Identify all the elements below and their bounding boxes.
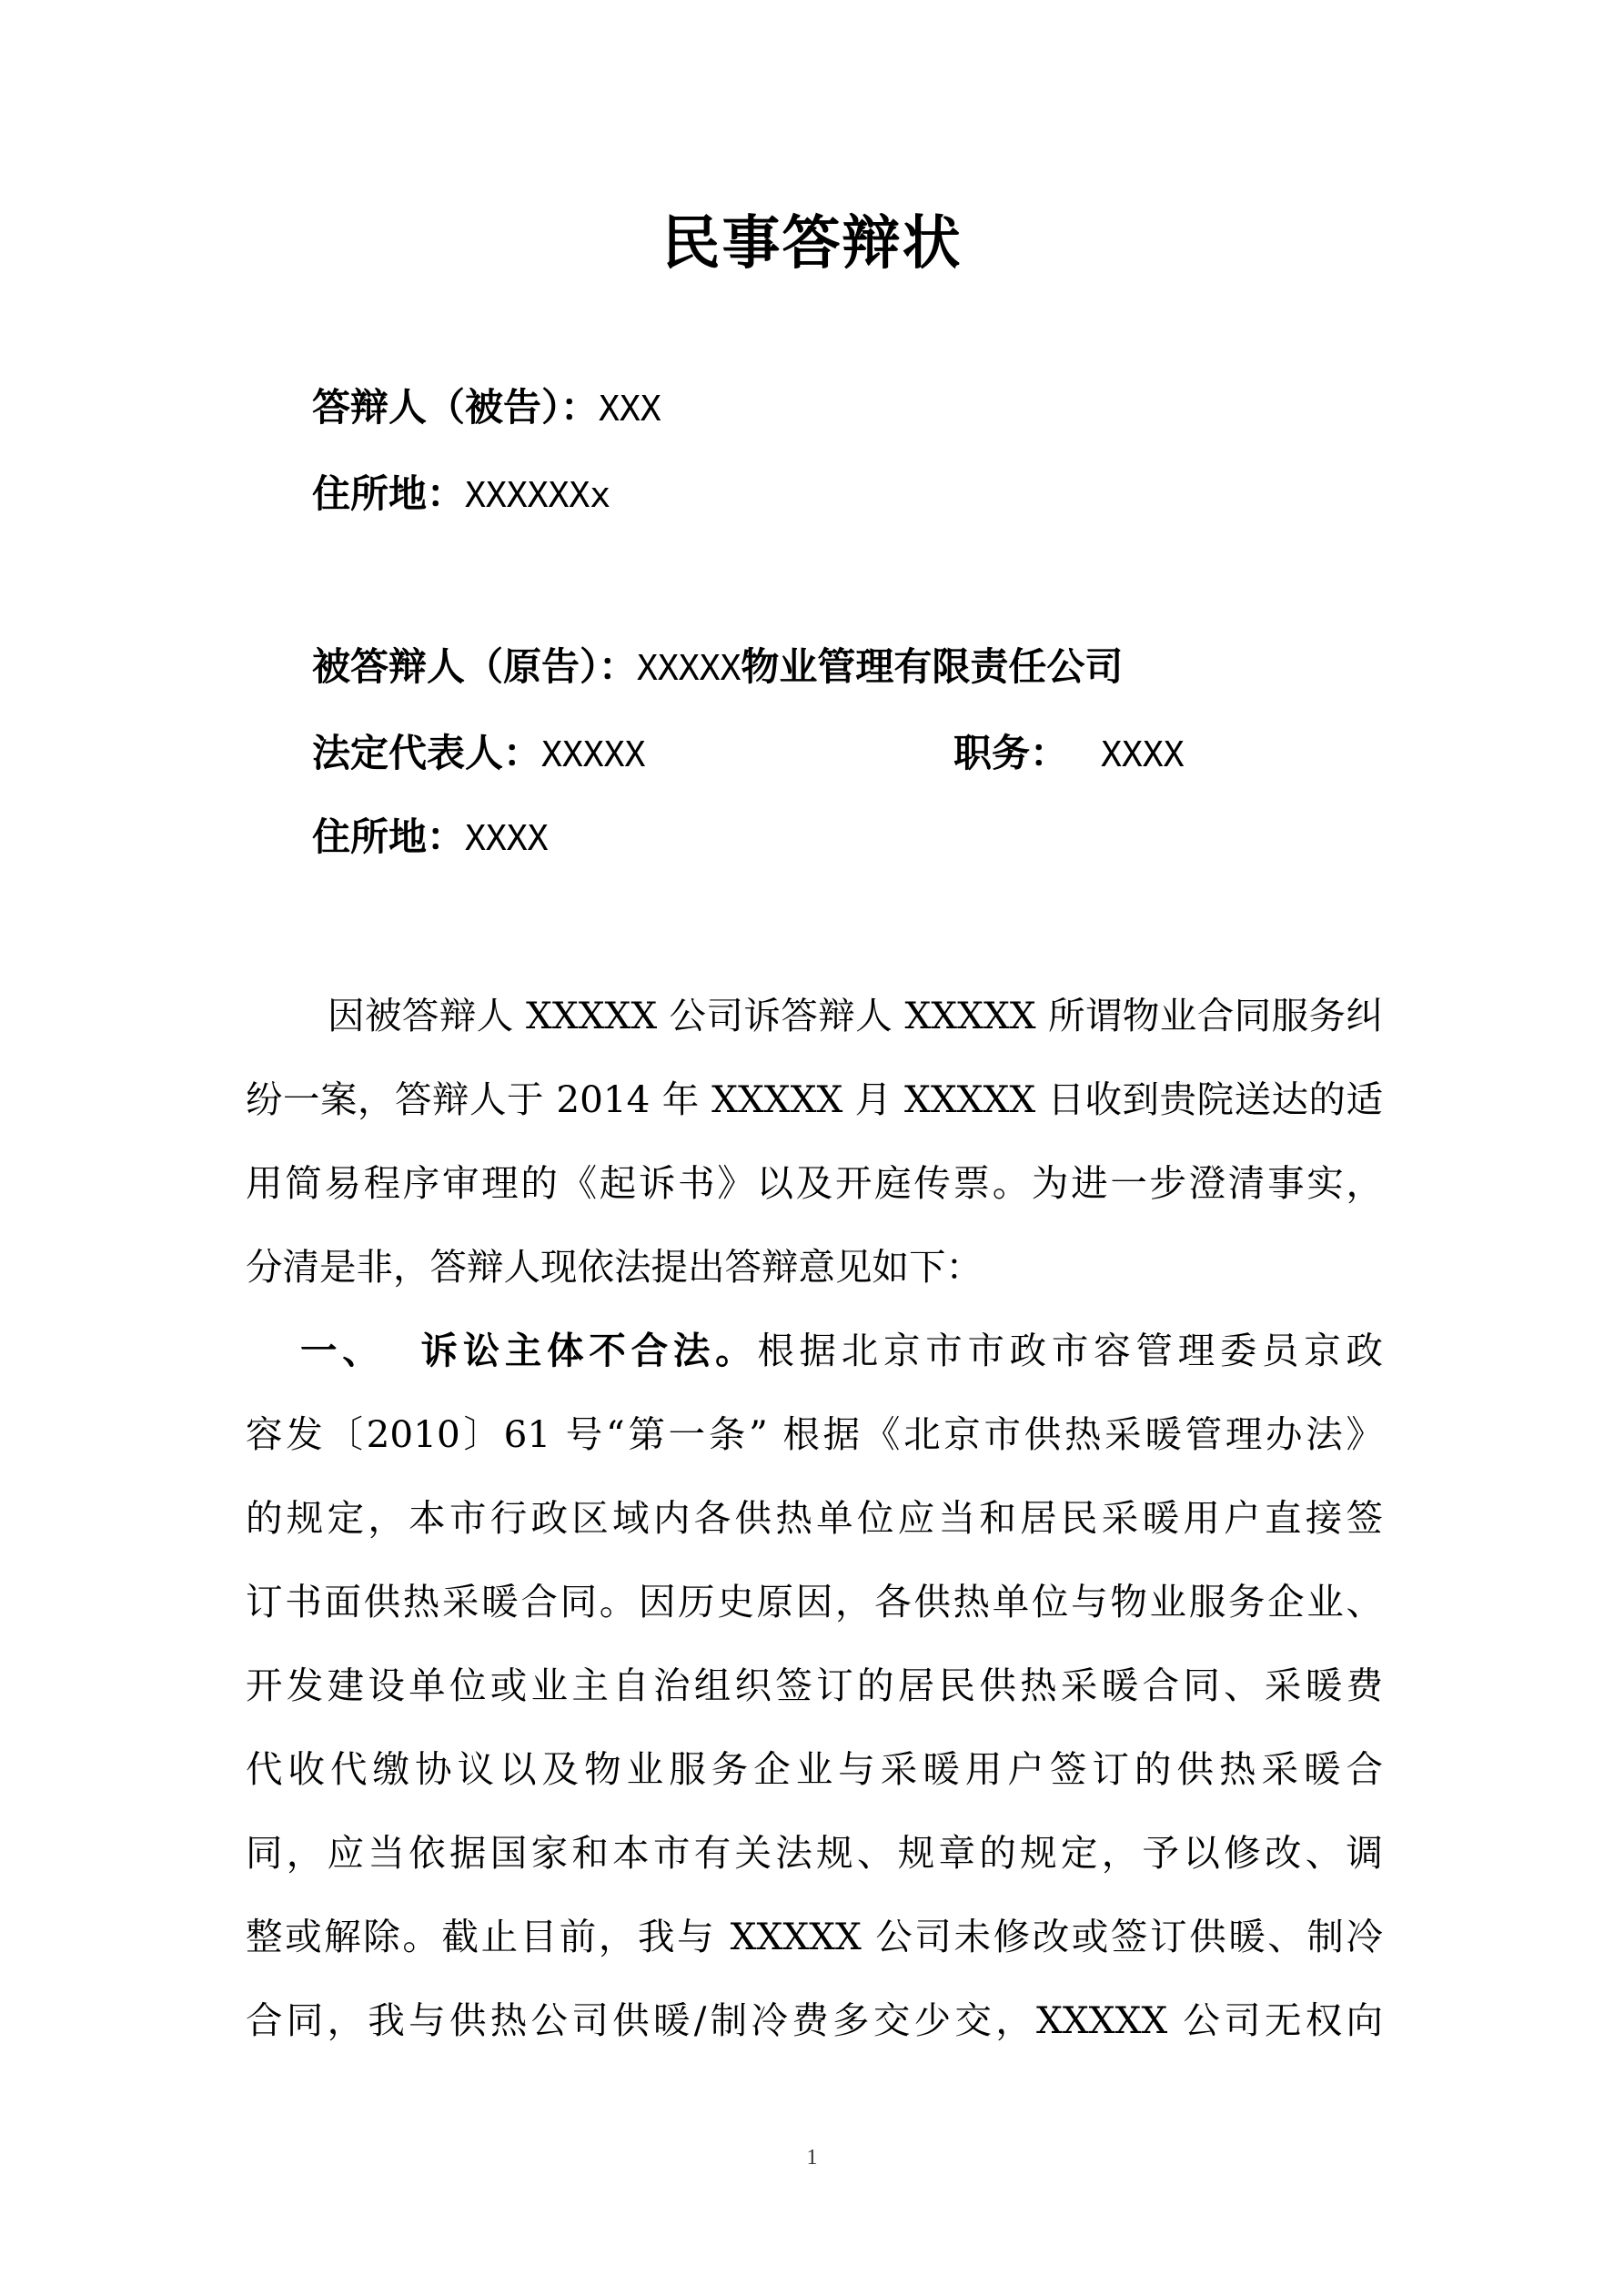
section-1-line: 订书面供热采暖合同。因历史原因，各供热单位与物业服务企业、 <box>246 1580 1383 1623</box>
intro-line: 分清是非，答辩人现依法提出答辩意见如下： <box>246 1245 983 1289</box>
plaintiff-position-line <box>953 728 1185 780</box>
plaintiff-rep-label: 法定代表人： <box>312 731 542 775</box>
plaintiff-line <box>312 642 1123 693</box>
intro-line: 用简易程序审理的《起诉书》以及开庭传票。为进一步澄清事实， <box>246 1161 1383 1205</box>
section-1-line: 整或解除。截止目前，我与 XXXXX 公司未修改或签订供暖、制冷 <box>246 1915 1383 1958</box>
section-1-heading: 诉讼主体不合法。 <box>420 1329 758 1372</box>
plaintiff-rep: XXXXX <box>541 734 646 774</box>
respondent-name: XXX <box>599 389 661 429</box>
respondent-address-line <box>312 469 610 521</box>
plaintiff-name: XXXXX <box>637 648 741 688</box>
section-1-line: 容发〔2010〕61 号“第一条” 根据《北京市供热采暖管理办法》 <box>246 1412 1383 1456</box>
plaintiff-rep-line <box>312 728 645 780</box>
page-number: 1 <box>806 2146 818 2170</box>
section-1-line: 开发建设单位或业主自治组织签订的居民供热采暖合同、采暖费 <box>246 1664 1383 1707</box>
intro-paragraph <box>246 974 1383 1309</box>
intro-line: 纷一案，答辩人于 2014 年 XXXXX 月 XXXXX 日收到贵院送达的适 <box>246 1077 1383 1121</box>
intro-line: 因被答辩人 XXXXX 公司诉答辩人 XXXXX 所谓物业合同服务纠 <box>328 994 1383 1037</box>
plaintiff-address: XXXX <box>465 818 549 858</box>
plaintiff-label: 被答辩人（原告）： <box>312 644 638 689</box>
plaintiff-address-label: 住所地： <box>312 814 466 859</box>
respondent-label: 答辩人（被告）： <box>312 385 600 430</box>
section-1-line: 合同，我与供热公司供暖/制冷费多交少交，XXXXX 公司无权向 <box>246 1998 1383 2042</box>
respondent-address-label: 住所地： <box>312 471 466 516</box>
section-1-line: 代收代缴协议以及物业服务企业与采暖用户签订的供热采暖合 <box>246 1747 1383 1791</box>
plaintiff-position-label: 职务： <box>953 731 1069 775</box>
respondent-line <box>312 382 661 434</box>
section-1-paragraph <box>246 1309 1383 2062</box>
section-1-line: 的规定，本市行政区域内各供热单位应当和居民采暖用户直接签 <box>246 1496 1383 1540</box>
document-title: 民事答辩状 <box>661 209 963 278</box>
plaintiff-name-suffix: 物业管理有限责任公司 <box>741 644 1124 689</box>
section-1-first-line-rest: 根据北京市市政市容管理委员京政 <box>757 1329 1384 1372</box>
plaintiff-position: XXXX <box>1101 734 1185 774</box>
plaintiff-address-line <box>312 812 549 864</box>
respondent-address: XXXXXXx <box>465 475 611 515</box>
section-1-line: 同，应当依据国家和本市有关法规、规章的规定，予以修改、调 <box>246 1831 1383 1875</box>
section-1-first-line <box>246 1309 1383 1392</box>
section-1-number: 一、 <box>300 1329 385 1372</box>
